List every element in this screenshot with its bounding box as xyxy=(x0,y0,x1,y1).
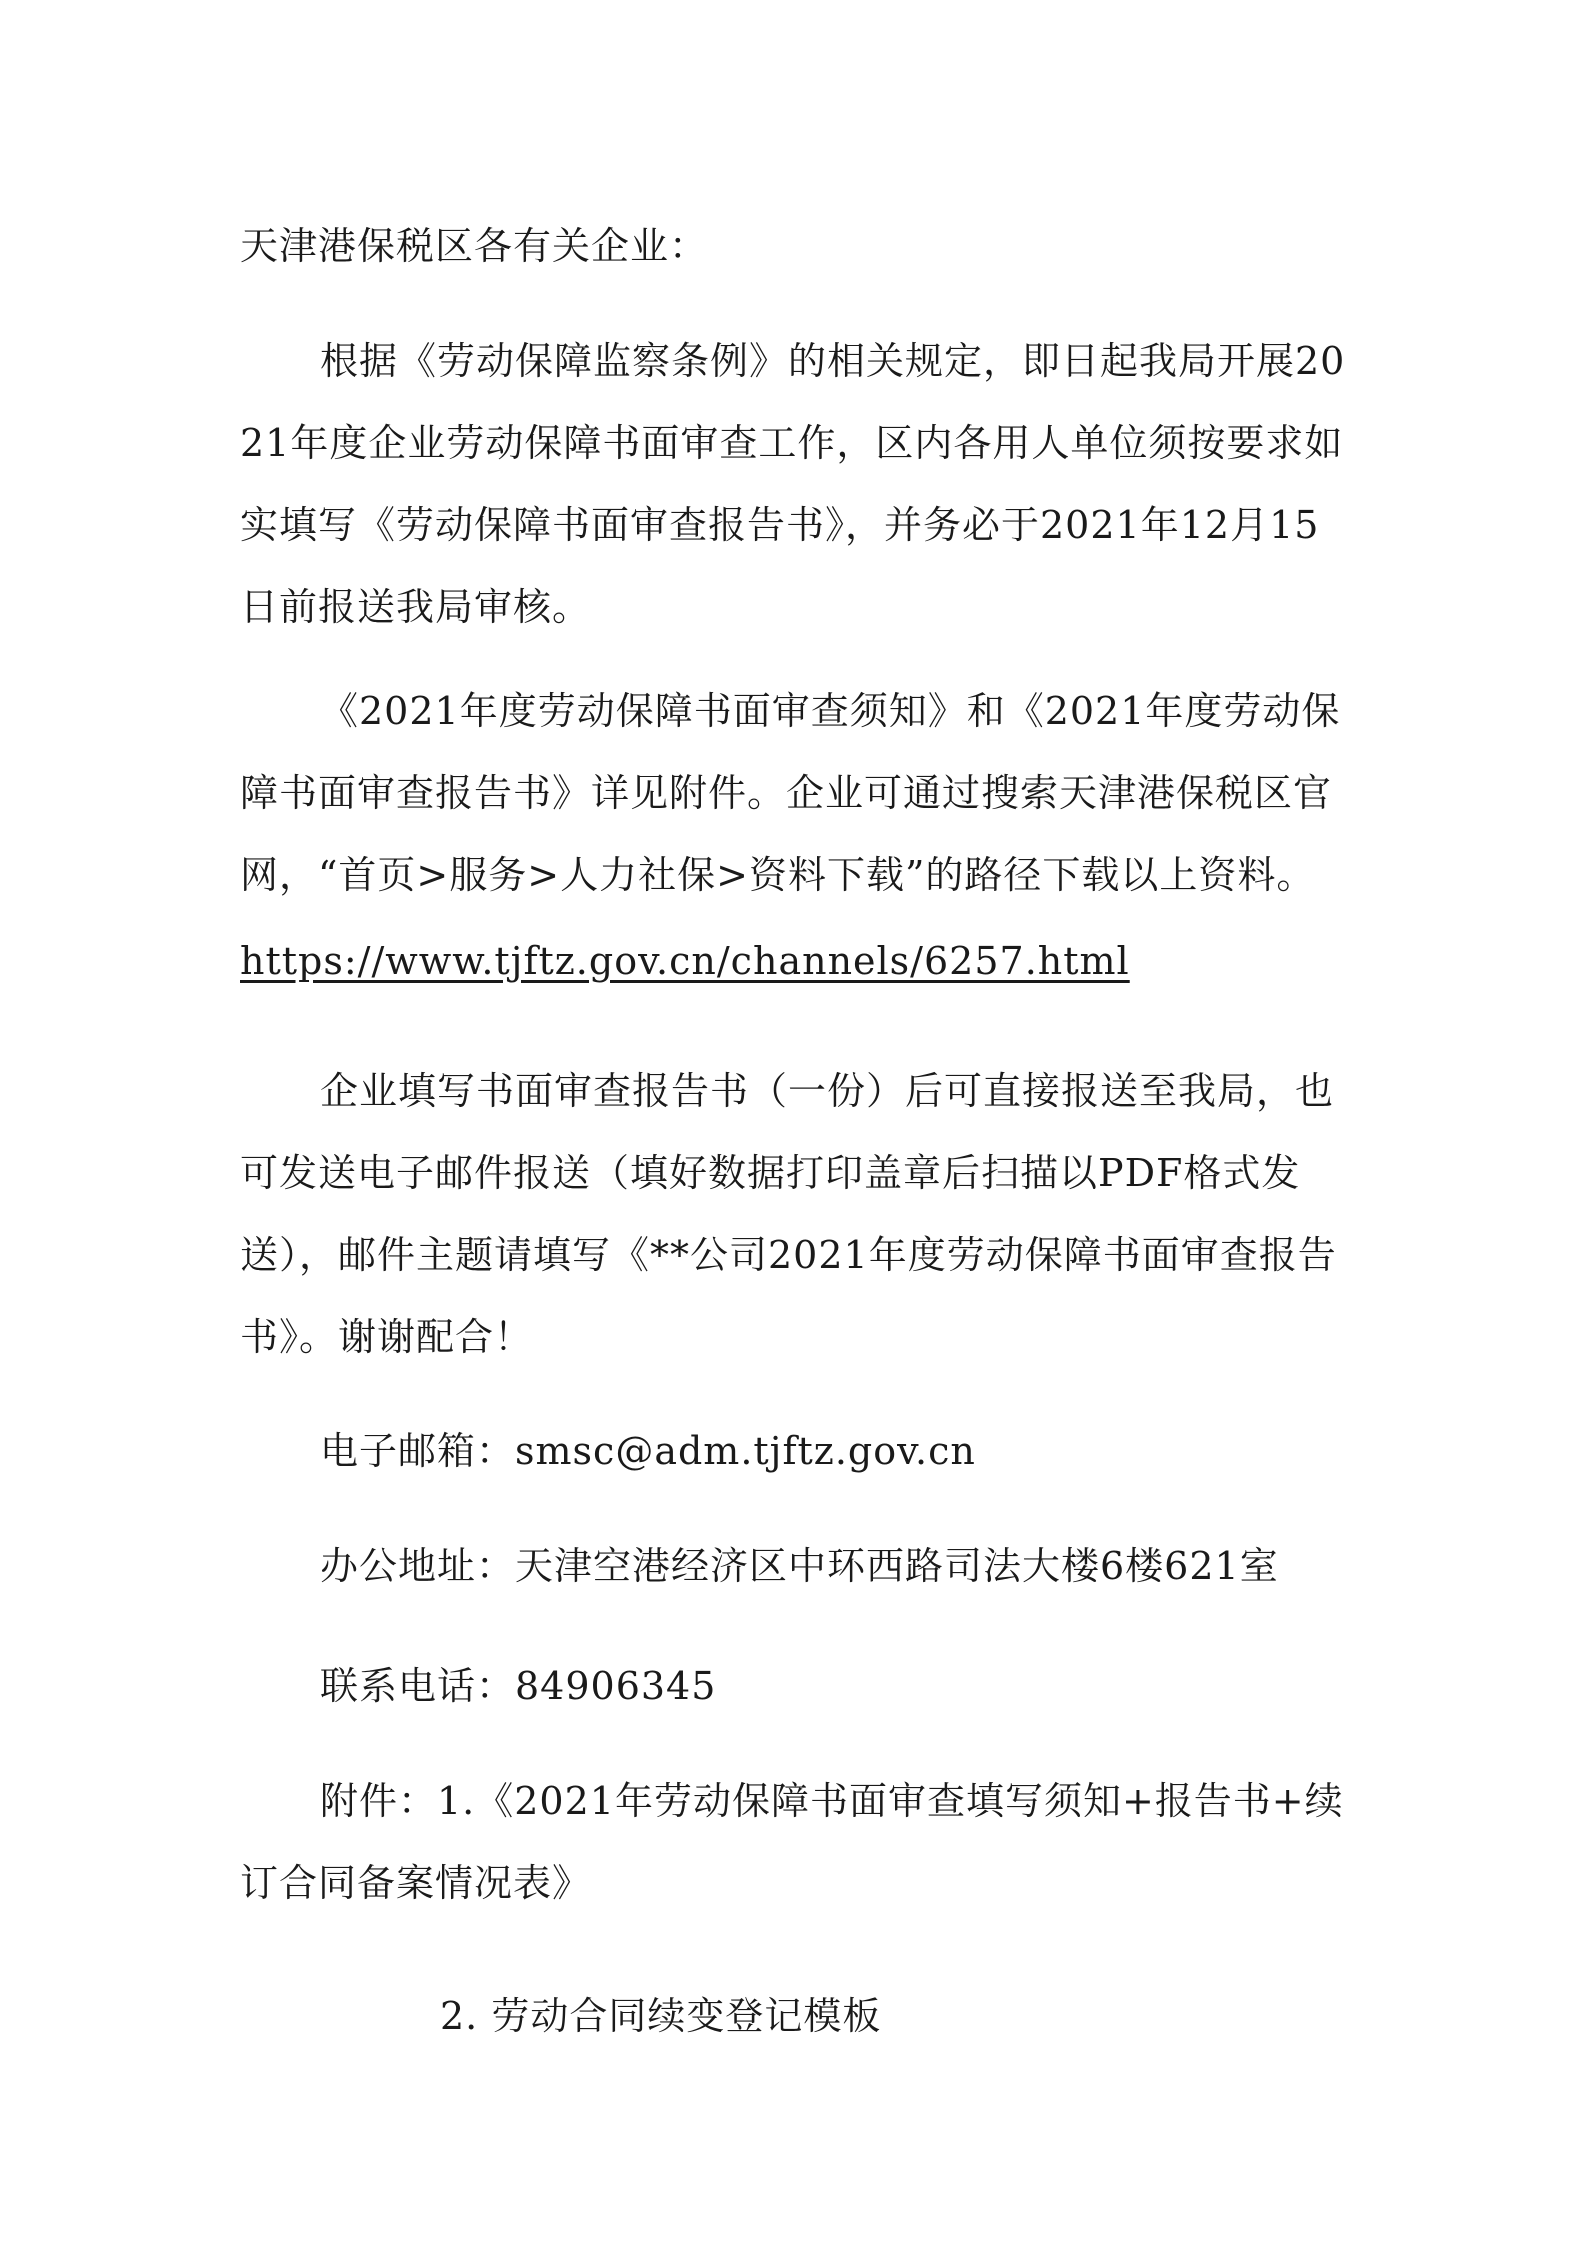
greeting: 天津港保税区各有关企业： xyxy=(240,224,709,268)
contact-phone: 联系电话：84906345 xyxy=(320,1664,717,1708)
attachment-item-2: 2. 劳动合同续变登记模板 xyxy=(440,1994,882,2038)
paragraph-notice: 根据《劳动保障监察条例》的相关规定，即日起我局开展2021年度企业劳动保障书面审查工作，区内各用人单位须按要求如实填写《劳动保障书面审查报告书》，并务必于2021年12月15日前报送我局审核。 xyxy=(240,339,1346,629)
contact-email: 电子邮箱：smsc@adm.tjftz.gov.cn xyxy=(320,1429,976,1473)
paragraph-submission: 企业填写书面审查报告书（一份）后可直接报送至我局，也可发送电子邮件报送（填好数据打印盖章后扫描以PDF格式发送），邮件主题请填写《**公司2021年度劳动保障书面审查报告书》。谢谢配合！ xyxy=(240,1069,1337,1359)
link-line xyxy=(240,920,1350,1002)
paragraph-attachments-info: 《2021年度劳动保障书面审查须知》和《2021年度劳动保障书面审查报告书》详见附件。企业可通过搜索天津港保税区官网，“首页>服务>人力社保>资料下载”的路径下载以上资料。 xyxy=(240,689,1341,897)
attachment-item-1: 附件：1.《2021年劳动保障书面审查填写须知+报告书+续订合同备案情况表》 xyxy=(240,1779,1344,1905)
contact-address: 办公地址：天津空港经济区中环西路司法大楼6楼621室 xyxy=(320,1544,1279,1588)
download-link[interactable]: https://www.tjftz.gov.cn/channels/6257.html xyxy=(240,939,1130,983)
